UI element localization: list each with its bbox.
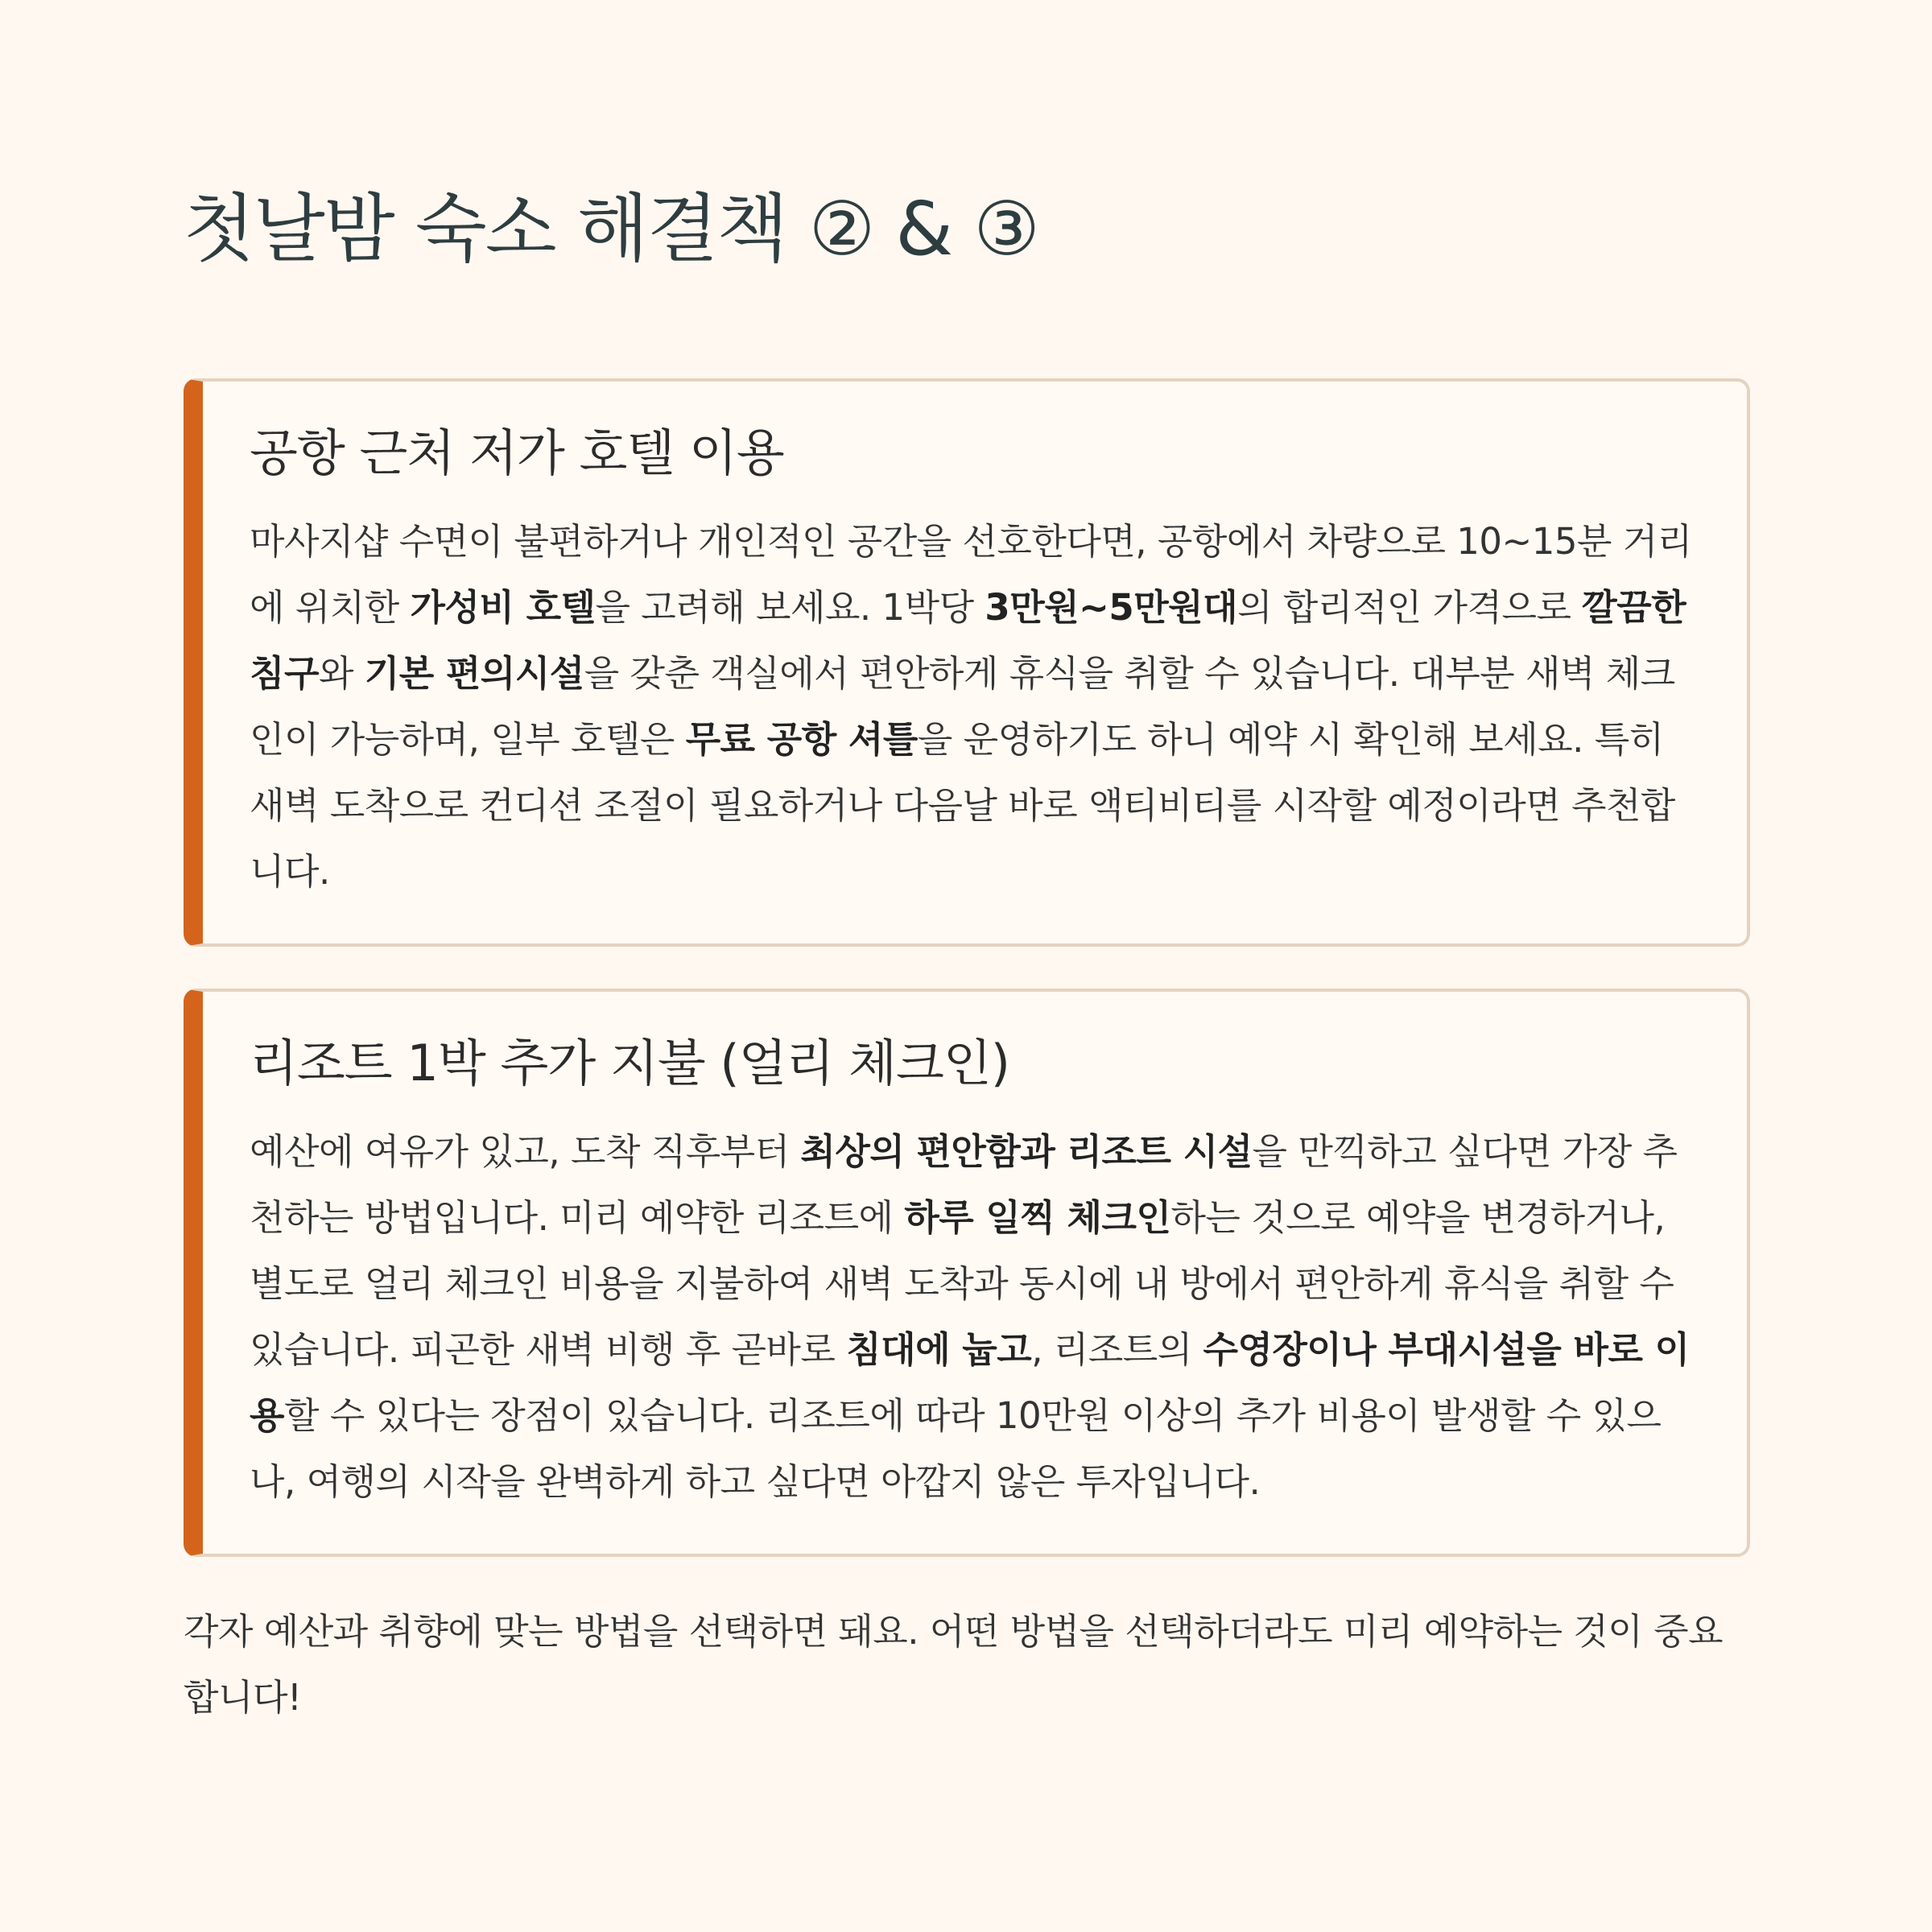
body-text: 을 만끽하고 싶다면 가장 추천하는 방법입니다. 미리 예약한 리조트에 bbox=[250, 1130, 1678, 1239]
solution-card-resort-early-checkin bbox=[184, 989, 1750, 1557]
footer-note: 각자 예산과 취향에 맞는 방법을 선택하면 돼요. 어떤 방법을 선택하더라도 미리 예약하는 것이 중요합니다! bbox=[184, 1610, 1724, 1719]
body-text: 마사지샵 수면이 불편하거나 개인적인 공간을 선호한다면, 공항에서 차량으로 10~15분 거리에 위치한 bbox=[250, 520, 1692, 629]
card-body bbox=[250, 1119, 1703, 1515]
highlight-text: 깔끔한 침구 bbox=[250, 586, 1686, 695]
highlight-text: 기본 편의시설 bbox=[364, 652, 584, 695]
body-text: 을 고려해 보세요. 1박당 bbox=[595, 586, 985, 629]
body-text: , 리조트의 bbox=[1031, 1328, 1203, 1371]
page-title: 첫날밤 숙소 해결책 ② & ③ bbox=[184, 186, 1038, 272]
body-text: 예산에 여유가 있고, 도착 직후부터 bbox=[250, 1130, 801, 1173]
body-text: 하는 것으로 예약을 변경하거나, 별도로 얼리 체크인 비용을 지불하여 새벽 도착과 동시에 내 방에서 편안하게 휴식을 취할 수 있습니다. 피곤한 새벽 비행 후 곧바로 bbox=[250, 1196, 1674, 1371]
highlight-text: 무료 공항 셔틀 bbox=[685, 718, 918, 761]
body-text: 을 운영하기도 하니 예약 시 확인해 보세요. 특히 새벽 도착으로 컨디션 조절이 필요하거나 다음날 바로 액티비티를 시작할 예정이라면 추천합니다. bbox=[250, 718, 1675, 893]
card-title: 리조트 1박 추가 지불 (얼리 체크인) bbox=[250, 1034, 1009, 1092]
highlight-text: 하루 일찍 체크인 bbox=[904, 1196, 1171, 1239]
solution-card-airport-hotel bbox=[184, 378, 1750, 947]
body-text: 의 합리적인 가격으로 bbox=[1237, 586, 1583, 629]
highlight-text: 수영장이나 부대시설을 바로 이용 bbox=[250, 1328, 1690, 1437]
card-body bbox=[250, 509, 1703, 905]
body-text: 을 갖춘 객실에서 편안하게 휴식을 취할 수 있습니다. 대부분 새벽 체크인이 가능하며, 일부 호텔은 bbox=[250, 652, 1675, 761]
card-title: 공항 근처 저가 호텔 이용 bbox=[250, 423, 784, 482]
highlight-text: 가성비 호텔 bbox=[410, 586, 596, 629]
highlight-text: 최상의 편안함과 리조트 시설 bbox=[800, 1130, 1253, 1173]
body-text: 와 bbox=[318, 652, 365, 695]
highlight-text: 침대에 눕고 bbox=[846, 1328, 1032, 1371]
highlight-text: 3만원~5만원대 bbox=[985, 586, 1238, 629]
solution-cards bbox=[184, 378, 1748, 1557]
body-text: 할 수 있다는 장점이 있습니다. 리조트에 따라 10만원 이상의 추가 비용이 발생할 수 있으나, 여행의 시작을 완벽하게 하고 싶다면 아깝지 않은 투자입니다. bbox=[250, 1394, 1662, 1503]
